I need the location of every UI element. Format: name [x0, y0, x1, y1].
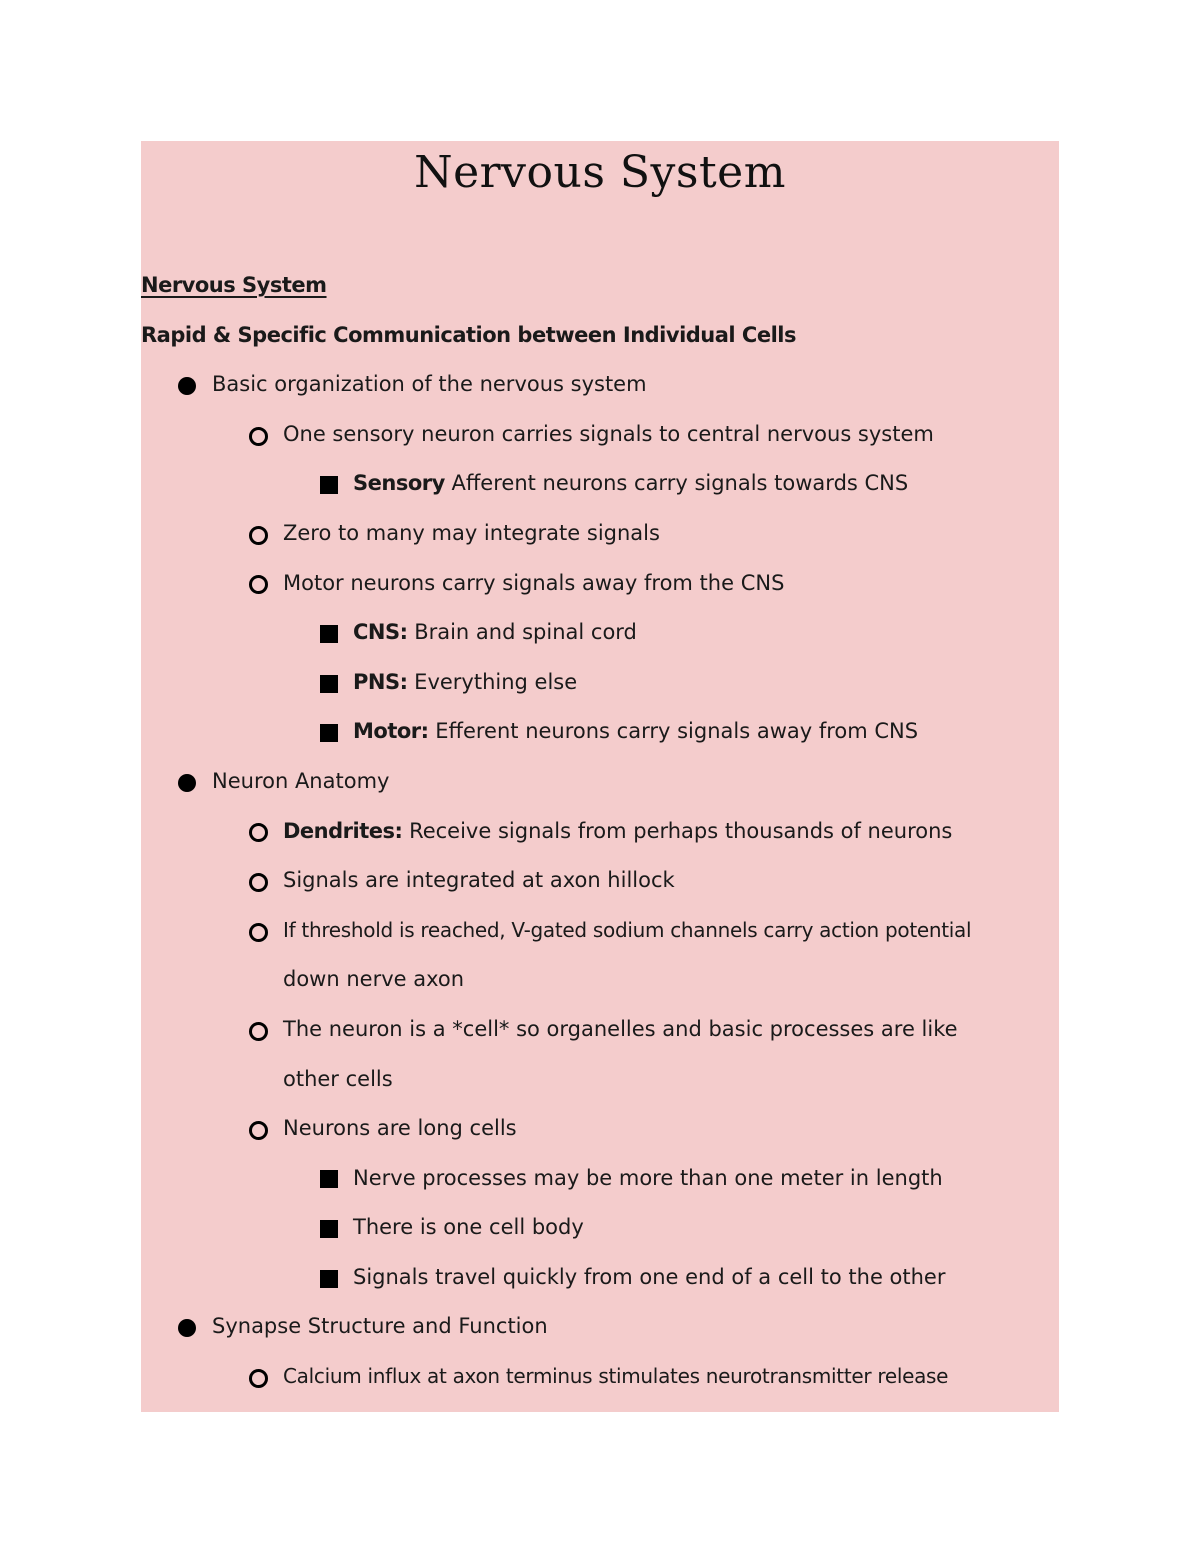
hollow-circle-bullet-icon: [249, 873, 268, 892]
note-sheet: [141, 141, 1059, 1412]
list-item-text: other cells: [283, 1066, 393, 1091]
list-item: [141, 559, 1059, 609]
list-item: [141, 1352, 1059, 1402]
subheading-row: [141, 311, 1059, 361]
list-item-text: [353, 608, 637, 658]
list-item-text: [353, 658, 577, 708]
keyword: CNS:: [353, 620, 408, 645]
list-item-text: One sensory neuron carries signals to central nervous system: [283, 421, 934, 446]
list-item-text: Basic organization of the nervous system: [212, 372, 647, 397]
definition: Everything else: [407, 669, 578, 694]
hollow-circle-bullet-icon: [249, 526, 268, 545]
list-item-text: [283, 807, 952, 857]
keyword: Sensory: [353, 471, 445, 496]
square-bullet-icon: [320, 1220, 338, 1238]
list-item: [141, 856, 1059, 906]
keyword: PNS:: [353, 669, 408, 694]
list-item: [141, 1253, 1059, 1303]
list-item: [141, 658, 1059, 708]
list-item-text: Nerve processes may be more than one meter in length: [353, 1165, 943, 1190]
hollow-circle-bullet-icon: [249, 575, 268, 594]
list-item-continuation: [141, 1055, 1059, 1105]
filled-circle-bullet-icon: [178, 1319, 196, 1337]
filled-circle-bullet-icon: [178, 377, 196, 395]
list-item: [141, 1154, 1059, 1204]
list-item-text: Synapse Structure and Function: [212, 1314, 548, 1339]
square-bullet-icon: [320, 1270, 338, 1288]
list-item: [141, 1203, 1059, 1253]
list-item: [141, 906, 1059, 956]
list-item: [141, 707, 1059, 757]
list-item: [141, 509, 1059, 559]
list-item: [141, 807, 1059, 857]
hollow-circle-bullet-icon: [249, 1121, 268, 1140]
square-bullet-icon: [320, 675, 338, 693]
definition: Afferent neurons carry signals towards CNS: [444, 471, 909, 496]
square-bullet-icon: [320, 1170, 338, 1188]
keyword: Motor:: [353, 719, 429, 744]
list-item-text: [353, 707, 918, 757]
hollow-circle-bullet-icon: [249, 427, 268, 446]
list-item-text: Motor neurons carry signals away from the CNS: [283, 570, 785, 595]
list-item: [141, 1302, 1059, 1352]
list-item-text: Zero to many may integrate signals: [283, 520, 660, 545]
list-item: [141, 608, 1059, 658]
list-item-text: There is one cell body: [353, 1215, 584, 1240]
keyword: Dendrites:: [283, 818, 403, 843]
filled-circle-bullet-icon: [178, 774, 196, 792]
hollow-circle-bullet-icon: [249, 1369, 268, 1388]
heading-row: [141, 261, 1059, 311]
list-item-text: Calcium influx at axon terminus stimulates neurotransmitter release: [283, 1364, 949, 1389]
list-item-text: Neuron Anatomy: [212, 768, 390, 793]
list-item-text: If threshold is reached, V-gated sodium channels carry action potential: [283, 917, 972, 942]
list-item: [141, 459, 1059, 509]
square-bullet-icon: [320, 476, 338, 494]
definition: Receive signals from perhaps thousands of neurons: [402, 818, 953, 843]
square-bullet-icon: [320, 724, 338, 742]
document-title: Nervous System: [414, 147, 786, 198]
list-item-text: down nerve axon: [283, 967, 465, 992]
hollow-circle-bullet-icon: [249, 923, 268, 942]
section-subheading: Rapid & Specific Communication between Individual Cells: [141, 322, 796, 347]
list-item: [141, 360, 1059, 410]
list-item-text: The neuron is a *cell* so organelles and basic processes are like: [283, 1016, 958, 1041]
hollow-circle-bullet-icon: [249, 823, 268, 842]
list-item: [141, 757, 1059, 807]
list-item-continuation: [141, 955, 1059, 1005]
list-item-text: Neurons are long cells: [283, 1116, 517, 1141]
square-bullet-icon: [320, 625, 338, 643]
hollow-circle-bullet-icon: [249, 1022, 268, 1041]
list-item-text: Signals travel quickly from one end of a cell to the other: [353, 1264, 946, 1289]
list-item: [141, 1104, 1059, 1154]
list-item: [141, 410, 1059, 460]
list-item-text: [353, 459, 908, 509]
definition: Efferent neurons carry signals away from CNS: [428, 719, 919, 744]
definition: Brain and spinal cord: [407, 620, 637, 645]
list-item: [141, 1005, 1059, 1055]
section-heading: Nervous System: [141, 273, 327, 297]
list-item-text: Signals are integrated at axon hillock: [283, 868, 675, 893]
notes-content: [141, 261, 1059, 1402]
